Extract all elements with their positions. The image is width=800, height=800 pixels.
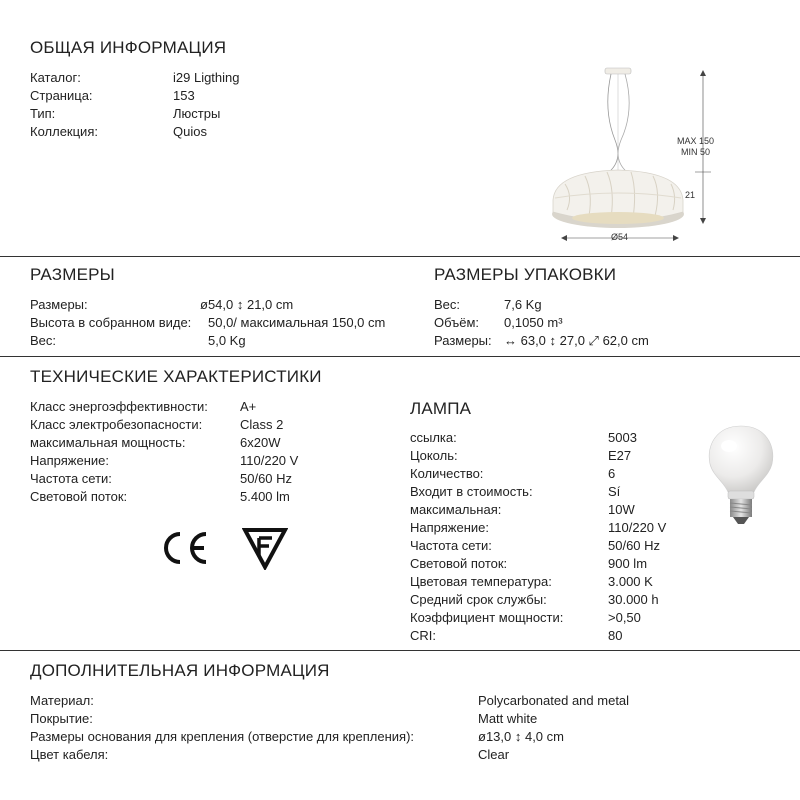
led-bulb-image: [696, 420, 786, 530]
body-height-label: 21: [685, 190, 696, 200]
package-title: РАЗМЕРЫ УПАКОВКИ: [434, 265, 617, 284]
general-title: ОБЩАЯ ИНФОРМАЦИЯ: [30, 38, 227, 57]
height-min-label: MIN 50: [681, 147, 711, 157]
lamp-row: максимальная: 10W: [410, 502, 635, 517]
dimensions-row: Высота в собранном виде: 50,0/ максимальная 150,0 cm: [30, 315, 386, 330]
general-row: Страница: 153: [30, 88, 195, 103]
lamp-row: CRI: 80: [410, 628, 623, 643]
chandelier-image: [545, 60, 745, 250]
general-row: Тип: Люстры: [30, 106, 221, 121]
additional-row: Цвет кабеля: Clear: [30, 747, 510, 762]
additional-row: Покрытие: Matt white: [30, 711, 538, 726]
package-row: Размеры: ↔ 63,0 ↕ 27,0 ⤢ 62,0 cm: [434, 333, 649, 348]
lamp-title: ЛАМПА: [410, 399, 472, 418]
technical-row: Класс энергоэффективности: A+: [30, 399, 257, 414]
lamp-row: Цоколь: E27: [410, 448, 632, 463]
lamp-row: Цветовая температура: 3.000 K: [410, 574, 653, 589]
technical-row: Световой поток: 5.400 lm: [30, 489, 290, 504]
divider: [0, 356, 800, 357]
f-triangle-icon: [242, 526, 288, 570]
technical-row: Напряжение: 110/220 V: [30, 453, 299, 468]
divider: [0, 650, 800, 651]
technical-title: ТЕХНИЧЕСКИЕ ХАРАКТЕРИСТИКИ: [30, 367, 322, 386]
general-row: Коллекция: Quios: [30, 124, 207, 139]
ce-mark-icon: [158, 528, 212, 568]
lamp-row: Средний срок службы: 30.000 h: [410, 592, 659, 607]
general-row: Каталог: i29 Ligthing: [30, 70, 240, 85]
technical-row: Частота сети: 50/60 Hz: [30, 471, 293, 486]
lamp-row: Частота сети: 50/60 Hz: [410, 538, 661, 553]
diameter-label: Ø54: [611, 232, 629, 242]
lamp-row: ссылка: 5003: [410, 430, 637, 445]
divider: [0, 256, 800, 257]
additional-title: ДОПОЛНИТЕЛЬНАЯ ИНФОРМАЦИЯ: [30, 661, 330, 680]
package-row: Объём: 0,1050 m³: [434, 315, 563, 330]
dimensions-row: Вес: 5,0 Kg: [30, 333, 246, 348]
lamp-row: Коэффициент мощности: >0,50: [410, 610, 641, 625]
dimensions-title: РАЗМЕРЫ: [30, 265, 115, 284]
additional-row: Материал: Polycarbonated and metal: [30, 693, 630, 708]
lamp-row: Входит в стоимость: Sí: [410, 484, 621, 499]
lamp-row: Количество: 6: [410, 466, 616, 481]
additional-row: Размеры основания для крепления (отверстие для крепления): ø13,0 ↕ 4,0 cm: [30, 729, 564, 744]
lamp-row: Напряжение: 110/220 V: [410, 520, 667, 535]
height-max-label: MAX 150: [677, 136, 715, 146]
package-row: Вес: 7,6 Kg: [434, 297, 542, 312]
technical-row: Класс электробезопасности: Class 2: [30, 417, 284, 432]
dimensions-row: Размеры: ø54,0 ↕ 21,0 cm: [30, 297, 294, 312]
chandelier-drawing: [545, 60, 745, 250]
technical-row: максимальная мощность: 6x20W: [30, 435, 281, 450]
lamp-row: Световой поток: 900 lm: [410, 556, 648, 571]
